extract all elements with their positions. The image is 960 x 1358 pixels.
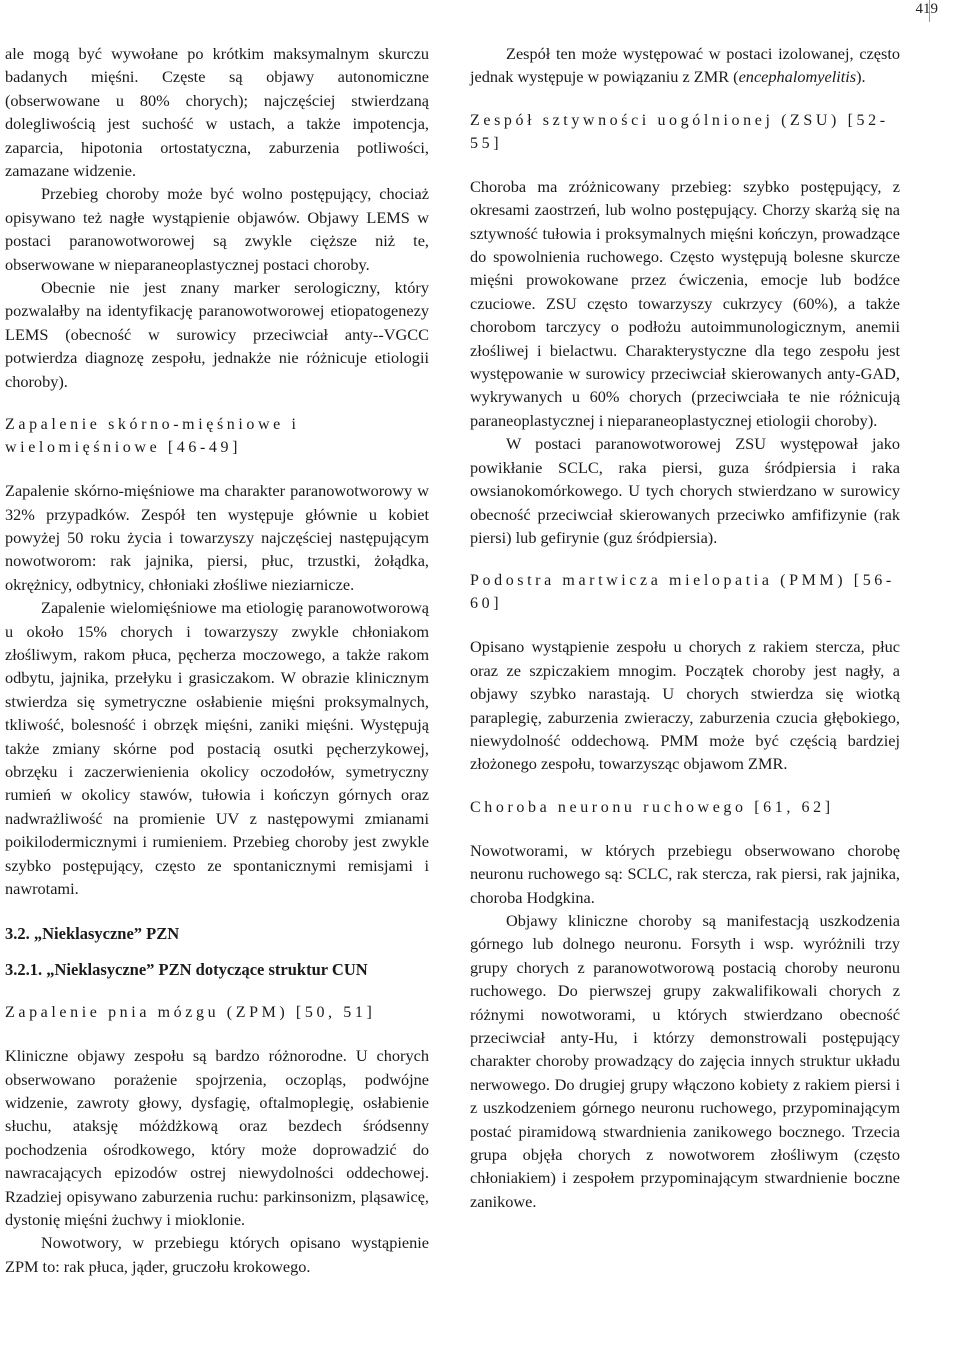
paragraph: Opisano wystąpienie zespołu u chorych z rakiem stercza, płuc oraz ze szpiczakiem mnogim. Początek choroby jest nagły, a objawy szybko narastają. U chorych stwierdza się wiotką paraplegię, zaburzenia zwieraczy, zaburzenia czucia głębokiego, niewydolność oddechową. PMM może być częścią bardziej złożonego zespołu, towarzysząc objawom ZMR. xyxy=(470,637,900,774)
paragraph: Przebieg choroby może być wolno postępujący, chociaż opisywano też nagłe wystąpienie objawów. Objawy LEMS w postaci paranowotworowej są zwykle cięższe niż te, obserwowane w nieparaneoplastycznej postaci choroby. xyxy=(5,184,429,274)
chapter-heading: 3.2.1. „Nieklasyczne” PZN dotyczące struktur CUN xyxy=(5,959,368,979)
paragraph: Choroba ma zróżnicowany przebieg: szybko postępujący, z okresami zaostrzeń, lub wolno postępujący. Chorzy skarżą się na sztywność tułowia i proksymalnych mięśni kończyn, prowadzące do spowolnienia ruchowego. Często występują bolesne skurcze mięśni prowokowane przez ćwiczenia, emocje lub bodźce czuciowe. ZSU często towarzyszy cukrzycy (60%), a także chorobom tarczycy o podłożu autoimmunologicznym, anemii złośliwej i bielactwu. Charakterystyczne dla tego zespołu jest występowanie w surowicy przeciwciał skierowanych anty-GAD, wykrywanych u 60% chorych (przeciwciała te nie różnicują paraneoplastycznej i nieparaneoplastycznej etiologii choroby). xyxy=(470,176,900,430)
paragraph: Obecnie nie jest znany marker serologiczny, który pozwalałby na identyfikację paranowotworowej etiopatogenezy LEMS (obecność w surowicy przeciwciał anty--VGCC potwierdza diagnozę zespołu, jednakże nie różnicuje etiologii choroby). xyxy=(5,278,429,391)
paragraph-text: ). xyxy=(856,67,866,87)
paragraph: ale mogą być wywołane po krótkim maksymalnym skurczu badanych mięśni. Częste są objawy autonomiczne (obserwowane u 80% chorych); najczęściej stwierdzaną dolegliwością jest suchość w ustach, a także impotencja, zaparcia, hipotonia ortostatyczna, zaburzenia potliwości, zamazane widzenie. xyxy=(5,44,429,181)
left-column xyxy=(5,42,429,1278)
paragraph: Objawy kliniczne choroby są manifestacją uszkodzenia górnego lub dolnego neuronu. Forsyth i wsp. wyróżnili trzy grupy chorych z paranowotworową postacią choroby neuronu ruchowego. Do pierwszej grupy zakwalifikowali chorych z różnymi nowotworami, u których stwierdzano obecność przeciwciał anty-Hu, i którzy demonstrowali postępujący charakter choroby prowadzący do zajęcia innych struktur układu nerwowego. Do drugiej grupy włączono kobiety z rakiem piersi i z uszkodzeniem górnego neuronu ruchowego, przypominającym postać piramidową stwardnienia zanikowego bocznego. Trzecia grupa objęła chorych z nowotworem złośliwym (często chłoniakiem) i zespołem przypominającym stwardnienie boczne zanikowe. xyxy=(470,910,900,1211)
paragraph: Nowotwory, w przebiegu których opisano wystąpienie ZPM to: rak płuca, jąder, gruczołu krokowego. xyxy=(5,1233,429,1276)
paragraph: W postaci paranowotworowej ZSU występował jako powikłanie SCLC, raka piersi, guza śródpiersia i raka owsianokomórkowego. U tych chorych stwierdzano w surowicy obecność przeciwciał skierowanych przeciwko amfifizynie (rak piersi) lub gefirynie (guz śródpiersia). xyxy=(470,434,900,547)
paragraph: Zapalenie skórno-mięśniowe ma charakter paranowotworowy w 32% przypadków. Zespół ten występuje głównie u kobiet powyżej 50 roku życia i towarzyszy najczęściej następującym nowotworom: rak jajnika, piersi, płuc, trzustki, żołądka, okrężnicy, odbytnicy, chłoniaki złośliwe nieziarnicze. xyxy=(5,481,429,594)
page-number: 419 xyxy=(915,1,938,17)
section-heading: Podostra martwicza mielopatia (PMM) [56-60] xyxy=(470,572,895,613)
chapter-heading: 3.2. „Nieklasyczne” PZN xyxy=(5,924,180,944)
paragraph: Nowotworami, w których przebiegu obserwowano chorobę neuronu ruchowego są: SCLC, rak stercza, rak piersi, rak jajnika, choroba Hodgkina. xyxy=(470,840,900,907)
right-column xyxy=(470,42,900,1213)
paragraph: Kliniczne objawy zespołu są bardzo różnorodne. U chorych obserwowano porażenie spojrzenia, oczopląs, podwójne widzenie, zawroty głowy, dysfagię, oftalmoplegię, osłabienie słuchu, ataksję móżdżkową oraz bezdech śródsenny pochodzenia ośrodkowego, który może doprowadzić do nawracających epizodów ostrej niewydolności oddechowej. Rzadziej opisywano zaburzenia ruchu: parkinsonizm, pląsawicę, dystonię mięśni żuchwy i mioklonie. xyxy=(5,1046,429,1230)
italic-term: encephalomyelitis xyxy=(738,67,857,87)
section-heading: Choroba neuronu ruchowego [61, 62] xyxy=(470,798,834,816)
section-heading: Zapalenie skórno-mięśniowe i wielomięśniowe [46-49] xyxy=(5,416,300,457)
paragraph-text: Zespół ten może występować w postaci izolowanej, często jednak występuje w powiązaniu z ZMR ( xyxy=(470,44,900,87)
paragraph: Zapalenie wielomięśniowe ma etiologię paranowotworową u około 15% chorych i towarzyszy zwykle chłoniakom złośliwym, rakom płuca, pęcherza moczowego, a także rakom odbytu, jajnika, przełyku i grasiczakom. W obrazie klinicznym stwierdza się symetryczne osłabienie mięśni proksymalnych, tkliwość, bolesność i obrzęk mięśni, zaniki mięśni. Występują także zmiany skórne pod postacią osutki pęcherzykowej, obrzęku i zaczerwienienia okolicy oczodołów, symetryczny rumień w okolicy stawów, tułowia i kończyn górnych oraz nadwrażliwość na promienie UV z następowymi zmianami poikilodermicznymi i rumieniem. Przebieg choroby jest zwykle szybko postępujący, często ze spontanicznymi remisjami i nawrotami. xyxy=(5,598,429,898)
section-heading: Zespół sztywności uogólnionej (ZSU) [52-55] xyxy=(470,111,889,152)
paragraph xyxy=(470,42,900,89)
section-heading: Zapalenie pnia mózgu (ZPM) [50, 51] xyxy=(5,1004,376,1022)
